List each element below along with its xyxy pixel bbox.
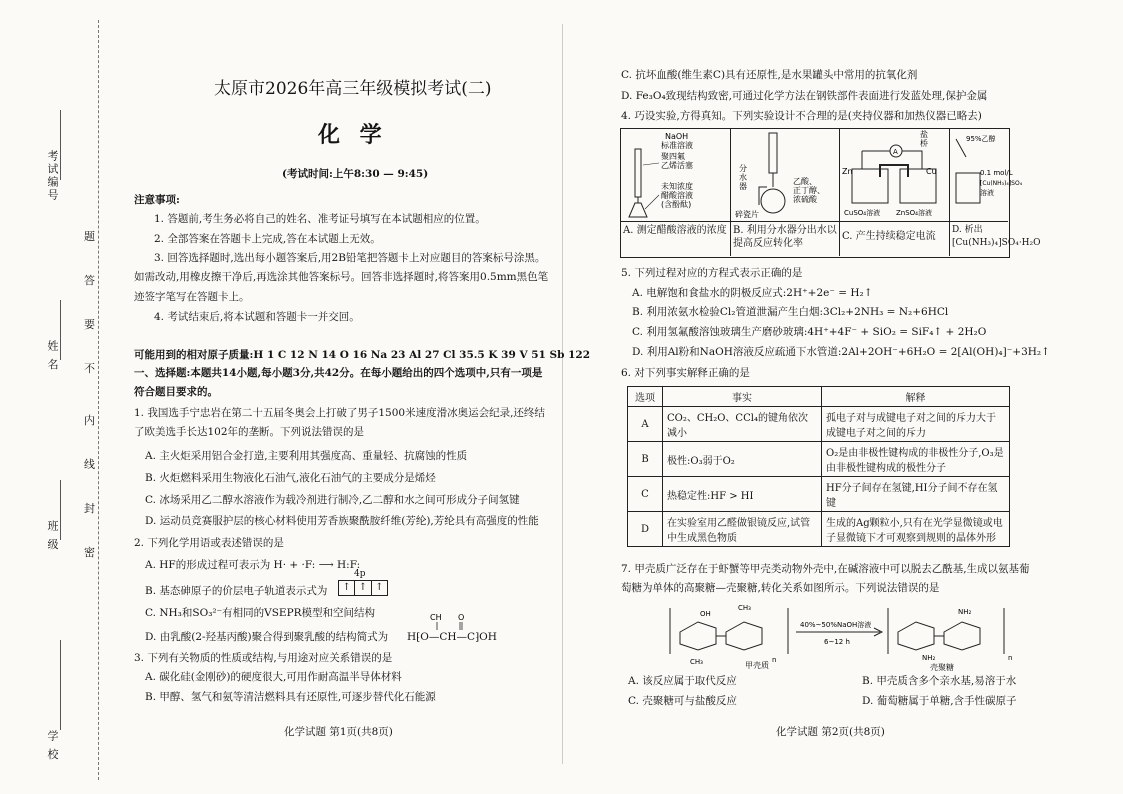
orbital-diagram [338,580,388,596]
svg-text:NH₂: NH₂ [922,654,936,662]
seal-char: 要 [84,318,95,331]
svg-text:n: n [772,656,777,664]
school-label: 学 校 [46,730,59,762]
up-arrow-icon: ↑ [355,581,371,595]
q3-option-d[interactable]: D. Fe₃O₄致现结构致密,可通过化学方法在钢铁部件表面进行发蓝处理,保护金属 [621,90,988,102]
titration-apparatus [621,129,729,221]
up-arrow-icon: ↑ [375,582,384,593]
q6-header-explanation: 解释 [822,387,1010,407]
q6-cell: 热稳定性:HF > HI [663,477,822,512]
label-b1: 分 [739,164,747,173]
polylactic-formula: H⁅O—CH—C⁆OH [407,631,497,643]
q3-option-a[interactable]: A. 碳化硅(金刚砂)的硬度很大,可用作耐高温半导体材料 [145,671,402,683]
q4-stem: 4. 巧设实验,方得真知。下列实验设计不合理的是(夹持仪器和加热仪器已略去) [621,110,982,122]
q5-option-c[interactable]: C. 利用氢氟酸溶蚀玻璃生产磨砂玻璃:4H⁺+4F⁻ + SiO₂ = SiF₄↑ + 2H₂O [632,326,987,338]
q7-option-c[interactable]: C. 壳聚糖可与盐酸反应 [628,695,737,707]
note-line: 4. 考试结束后,将本试题和答题卡一并交回。 [154,311,360,323]
seal-char: 题 [84,230,95,243]
q2-option-b[interactable]: B. 基态砷原子的价层电子轨道表示式为 [145,585,328,597]
q7-option-b[interactable]: B. 甲壳质含多个亲水基,易溶于水 [862,675,1017,687]
label-c6: ZnSO₄溶液 [896,209,932,217]
q1-stem: 1. 我国选手宁忠岩在第二十五届冬奥会上打破了男子1500米速度滑冰奥运会纪录,还终结 [134,407,545,419]
binding-line [98,20,99,780]
q5-option-b[interactable]: B. 利用浓氨水检验Cl₂管道泄漏产生白烟:3Cl₂+2NH₃ = N₂+6HCl [632,306,949,318]
q5-option-a[interactable]: A. 电解饱和食盐水的阴极反应式:2H⁺+2e⁻ = H₂↑ [632,287,873,299]
svg-text:CH₃: CH₃ [690,658,703,666]
q1-option-c[interactable]: C. 冰场采用乙二醇水溶液作为载冷剂进行制冷,乙二醇和水之间可形成分子间氢键 [145,494,520,506]
table-row[interactable] [628,442,1010,477]
section-heading: 一、选择题:本题共14小题,每小题3分,共42分。在每小题给出的四个选项中,只有一项是 [134,367,543,379]
q3-option-c[interactable]: C. 抗坏血酸(维生素C)具有还原性,是水果罐头中常用的抗氧化剂 [621,69,918,81]
up-arrow-icon: ↑ [339,581,355,595]
q1-option-b[interactable]: B. 火炬燃料采用生物液化石油气,液化石油气的主要成分是烯烃 [145,472,436,484]
q6-cell: O₂是由非极性键构成的非极性分子,O₃是由非极性键构成的极性分子 [822,442,1010,477]
q2-option-d[interactable]: D. 由乳酸(2-羟基丙酸)聚合得到聚乳酸的结构简式为 [145,631,389,643]
crystallization-apparatus [950,129,1023,221]
page-separator [562,24,563,764]
q6-cell: 极性:O₃弱于O₂ [663,442,822,477]
name-blank[interactable] [60,300,61,360]
chitosan-name: 壳聚糖 [930,663,954,672]
q6-cell: B [628,442,663,477]
label-c3: Zn [842,167,853,176]
q6-cell: 孤电子对与成键电子对之间的斥力大于成键电子对之间的斥力 [822,407,1010,442]
exam-no-blank[interactable] [60,110,61,180]
label-b6: 正丁醇、 [793,186,825,195]
q6-cell: 生成的Ag颗粒小,只有在光学显微镜或电子显微镜下才可观察到规则的晶体外形 [822,512,1010,547]
table-row[interactable] [628,477,1010,512]
q4-option-a[interactable]: A. 测定醋酸溶液的浓度 [623,225,727,236]
label-b3: 器 [739,182,747,191]
atomic-masses: 可能用到的相对原子质量:H 1 C 12 N 14 O 16 Na 23 Al 27 Cl 35.5 K 39 V 51 Sb 122 [134,349,591,361]
q6-cell: C [628,477,663,512]
ammeter-label: A [893,148,898,156]
q4-option-b[interactable]: B. 利用分水器分出水以提高反应转化率 [733,225,837,249]
note-line: 迹签字笔写在答题卡上。 [134,291,250,303]
q6-cell: A [628,407,663,442]
seal-char: 内 [84,414,95,427]
q4-option-c[interactable]: C. 产生持续稳定电流 [842,231,936,242]
label-a1: NaOH [665,132,689,141]
exam-time: (考试时间:上午8:30 — 9:45) [282,168,429,180]
label-d4: 溶液 [980,189,994,197]
section-heading-cont: 符合题目要求的。 [134,386,218,398]
q6-header-fact: 事实 [663,387,822,407]
table-row[interactable] [628,407,1010,442]
q5-stem: 5. 下列过程对应的方程式表示正确的是 [621,267,803,279]
page-footer: 化学试题 第2页(共8页) [776,726,885,738]
q7-option-a[interactable]: A. 该反应属于取代反应 [628,675,737,687]
exam-no-label: 考试编号 [46,150,59,202]
polylactic-structure [400,610,510,650]
label-d3: [Cu(NH₃)₄]SO₄ [980,180,1023,187]
label-a4: 乙烯活塞 [661,161,693,170]
q1-option-d[interactable]: D. 运动员竞赛服护层的核心材料使用芳香族聚酰胺纤维(芳纶),芳纶具有高强度的性能 [145,515,539,527]
q1-option-a[interactable]: A. 主火炬采用铝合金打造,主要利用其强度高、重量轻、抗腐蚀的性质 [145,450,468,462]
seal-char: 线 [84,458,95,471]
label-b5: 乙酸、 [793,177,817,186]
q6-cell: CO₂、CH₂O、CCl₄的键角依次减小 [663,407,822,442]
label-a3: 聚四氟 [661,152,685,161]
note-line: 2. 全部答案在答题卡上完成,答在本试题上无效。 [154,233,381,245]
svg-text:CH₃: CH₃ [738,604,751,612]
q3-option-b[interactable]: B. 甲醇、氢气和氨等清洁燃料具有还原性,可逐步替代化石能源 [145,691,436,703]
label-b2: 水 [739,173,747,182]
label-a7: (含酚酞) [661,200,692,209]
label-c4: Cu [926,167,937,176]
svg-text:OH: OH [700,610,711,618]
note-line: 如需改动,用橡皮擦干净后,再选涂其他答案标号。回答非选择题时,将答案用0.5mm黑色笔 [134,271,549,283]
label-b7: 浓硫酸 [793,195,817,204]
q7-stem-cont: 萄糖为单体的高聚糖—壳聚糖,转化关系如图所示。下列说法错误的是 [621,582,940,594]
q6-cell: D [628,512,663,547]
seal-char: 不 [84,362,95,375]
class-blank[interactable] [60,480,61,540]
exam-title: 太原市2026年高三年级模拟考试(二) [214,79,492,99]
q3-stem: 3. 下列有关物质的性质或结构,与用途对应关系错误的是 [134,652,393,664]
q2-stem: 2. 下列化学用语或表述错误的是 [134,537,284,549]
svg-text:NH₂: NH₂ [958,608,972,616]
q6-table [627,386,1010,547]
q2-option-a[interactable]: A. HF的形成过程可表示为 H· + ·F: ⟶ H:F: [145,559,361,571]
label-d2: 0.1 mol/L [980,169,1013,177]
seal-char: 密 [84,546,95,559]
seal-char: 封 [84,502,95,515]
orbital-label: 4p [354,569,366,579]
q6-cell: 在实验室用乙醛做银镜反应,试管中生成黑色物质 [663,512,822,547]
chitosan-structure [888,608,1012,662]
subject-title: 化 学 [318,122,388,148]
label-c2: 桥 [920,139,928,148]
seal-char: 答 [84,274,95,287]
note-line: 1. 答题前,考生务必将自己的姓名、准考证号填写在本试题相应的位置。 [154,213,486,225]
name-label: 姓 名 [46,340,59,372]
chitin-structure [670,604,788,666]
oxygen-label: O [458,613,465,622]
label-c1: 盐 [920,130,928,139]
q1-stem-cont: 了欧美选手长达102年的垄断。下列说法错误的是 [134,426,365,438]
q4-divider [620,221,1008,222]
page-footer: 化学试题 第1页(共8页) [284,726,393,738]
label-a5: 未知浓度 [661,182,693,191]
water-separator-apparatus [731,129,838,221]
q2-option-c[interactable]: C. NH₃和SO₃²⁻有相同的VSEPR模型和空间结构 [145,607,376,619]
note-line: 3. 回答选择题时,选出每小题答案后,用2B铅笔把答题卡上对应题目的答案标号涂黑。 [154,252,546,264]
label-c5: CuSO₄溶液 [844,209,881,217]
label-a6: 醋酸溶液 [661,191,693,200]
label-d1: 95%乙醇 [966,135,996,143]
label-a2: 标准溶液 [661,141,693,150]
q5-option-d[interactable]: D. 利用Al粉和NaOH溶液反应疏通下水管道:2Al+2OH⁻+6H₂O = 2[Al(OH)₄]⁻+3H₂↑ [632,346,1050,358]
q6-stem: 6. 对下列事实解释正确的是 [621,367,750,379]
table-row[interactable] [628,512,1010,547]
methyl-label: CH [430,613,442,622]
q7-stem: 7. 甲壳质广泛存在于虾蟹等甲壳类动物外壳中,在碱溶液中可以脱去乙酰基,生成以氨基葡 [621,563,1030,575]
chitin-reaction-scheme [660,598,1030,670]
reaction-condition-1: 40%~50%NaOH溶液 [800,621,872,629]
class-label: 班 级 [46,520,59,552]
q7-option-d[interactable]: D. 葡萄糖属于单糖,含手性碳原子 [862,695,1017,707]
notes-title: 注意事项: [134,194,180,206]
school-blank[interactable] [60,640,61,730]
label-b4: 碎瓷片 [735,210,759,219]
galvanic-cell-apparatus [840,129,948,221]
svg-text:n: n [1008,654,1013,662]
reaction-condition-2: 6~12 h [824,638,850,646]
q6-header-option: 选项 [628,387,663,407]
q6-cell: HF分子间存在氢键,HI分子间不存在氢键 [822,477,1010,512]
chitin-name: 甲壳质 [745,661,769,670]
q4-option-d[interactable]: D. 析出[Cu(NH₃)₄]SO₄·H₂O [952,225,1041,248]
